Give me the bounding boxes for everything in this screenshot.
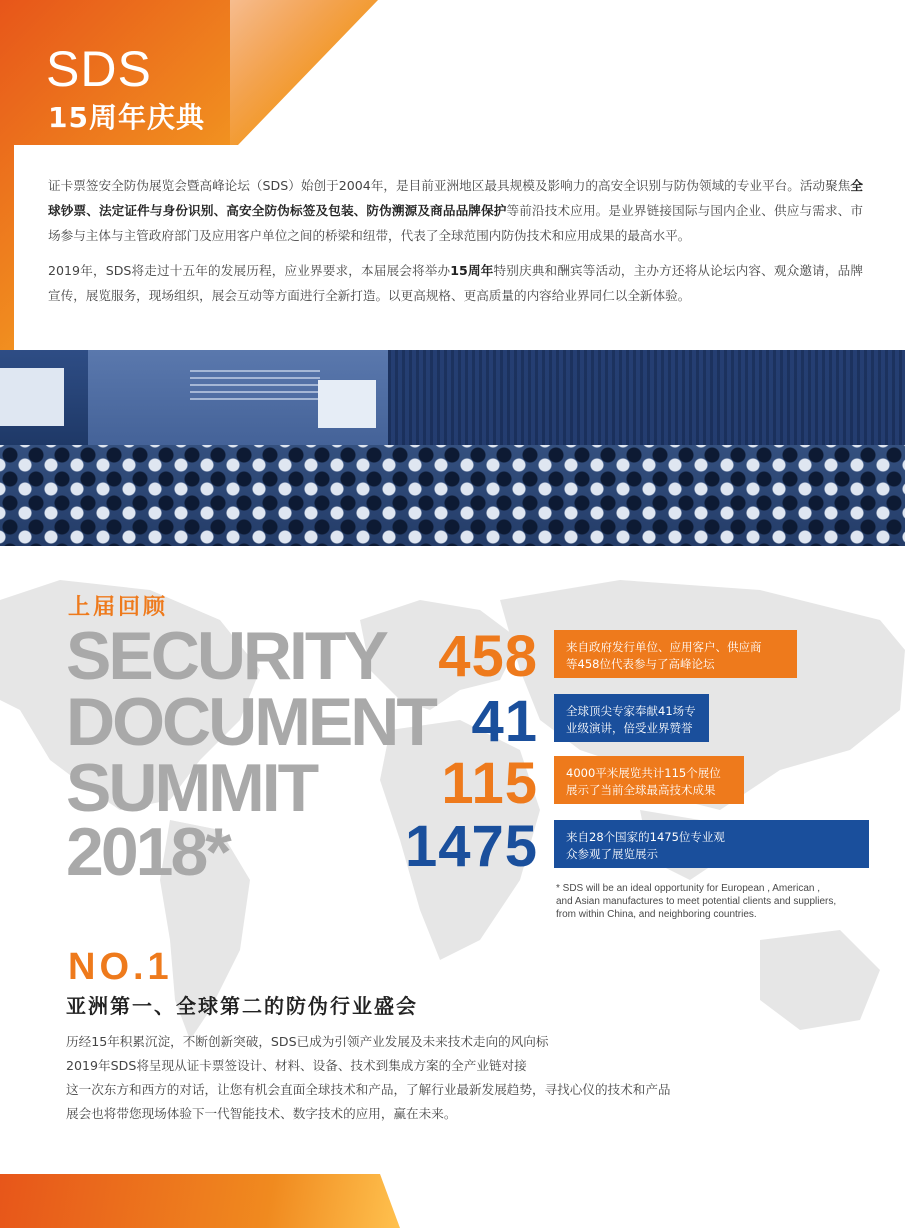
stat-description [554,694,709,742]
big-word-security: SECURITY [66,618,386,694]
stat-value: 41 [471,689,538,754]
brand-subtitle: 15周年庆典 [48,101,205,134]
footnote-line: * SDS will be an ideal opportunity for European , American , [556,883,821,894]
no1-line: 展会也将带您现场体验下一代智能技术、数字技术的应用，赢在未来。 [66,1106,457,1121]
footnote-line: and Asian manufactures to meet potential clients and suppliers, [556,896,837,907]
no1-line: 历经15年积累沉淀，不断创新突破，SDS已成为引领产业发展及未来技术走向的风向标 [66,1034,549,1049]
stat-text-line: 众参观了展览展示 [566,847,658,861]
photo-screen-left [0,368,64,426]
stat-description [554,630,797,678]
no1-subheading: 亚洲第一、全球第二的防伪行业盛会 [66,994,418,1018]
photo-stage-banner [190,370,320,400]
brand-title: SDS [46,41,152,97]
stat-value: 1475 [404,814,538,879]
intro-paragraph-1: 证卡票签安全防伪展览会暨高峰论坛（SDS）始创于2004年，是目前亚洲地区最具规模及影响力的高安全识别与防伪领域的专业平台。活动聚焦全球钞票、法定证件与身份识别、高安全防伪标签及包装、防伪溯源及商品品牌保护等前沿技术应用。是业界链接国际与国内企业、供应与需求、市场参与主体与主管政府部门及应用客户单位之间的桥梁和纽带，代表了全球范围内防伪技术和应用成果的最高水平。 [48,178,864,243]
stat-description [554,820,869,868]
stat-text-line: 业级演讲，倍受业界赞誉 [566,721,693,735]
footnote [556,882,886,921]
stat-text-line: 来自政府发行单位、应用客户、供应商 [566,640,762,654]
stat-value: 458 [438,624,538,689]
review-title: 上届回顾 [68,595,169,620]
stat-value: 115 [441,751,538,816]
no1-line: 2019年SDS将呈现从证卡票签设计、材料、设备、技术到集成方案的全产业链对接 [66,1058,527,1073]
conference-photo [0,350,905,546]
intro-text [48,173,863,318]
photo-screen-right [318,380,376,428]
stat-text-line: 等458位代表参与了高峰论坛 [566,657,715,671]
big-word-document: DOCUMENT [66,684,435,760]
stat-text-line: 4000平米展览共计115个展位 [566,766,721,780]
no1-body [66,1030,786,1126]
footnote-line: from within China, and neighboring countries. [556,909,757,920]
no1-heading: NO.1 [68,946,173,988]
stat-text-line: 展示了当前全球最高技术成果 [566,783,716,797]
bottom-decoration [0,1174,905,1228]
intro-paragraph-2: 2019年，SDS将走过十五年的发展历程，应业界要求，本届展会将举办15周年特别庆典和酬宾等活动，主办方还将从论坛内容、观众邀请，品牌宣传，展览服务，现场组织，展会互动等方面进行全新打造。以更高规格、更高质量的内容给业界同仁以全新体验。 [48,263,864,303]
stat-text-line: 来自28个国家的1475位专业观 [566,830,725,844]
photo-audience [0,445,905,546]
big-word-year: 2018* [66,814,229,890]
stat-description [554,756,744,804]
no1-line: 这一次东方和西方的对话，让您有机会直面全球技术和产品，了解行业最新发展趋势，寻找心仪的技术和产品 [66,1082,671,1097]
stat-text-line: 全球顶尖专家奉献41场专 [566,704,696,718]
big-word-summit: SUMMIT [66,750,317,826]
